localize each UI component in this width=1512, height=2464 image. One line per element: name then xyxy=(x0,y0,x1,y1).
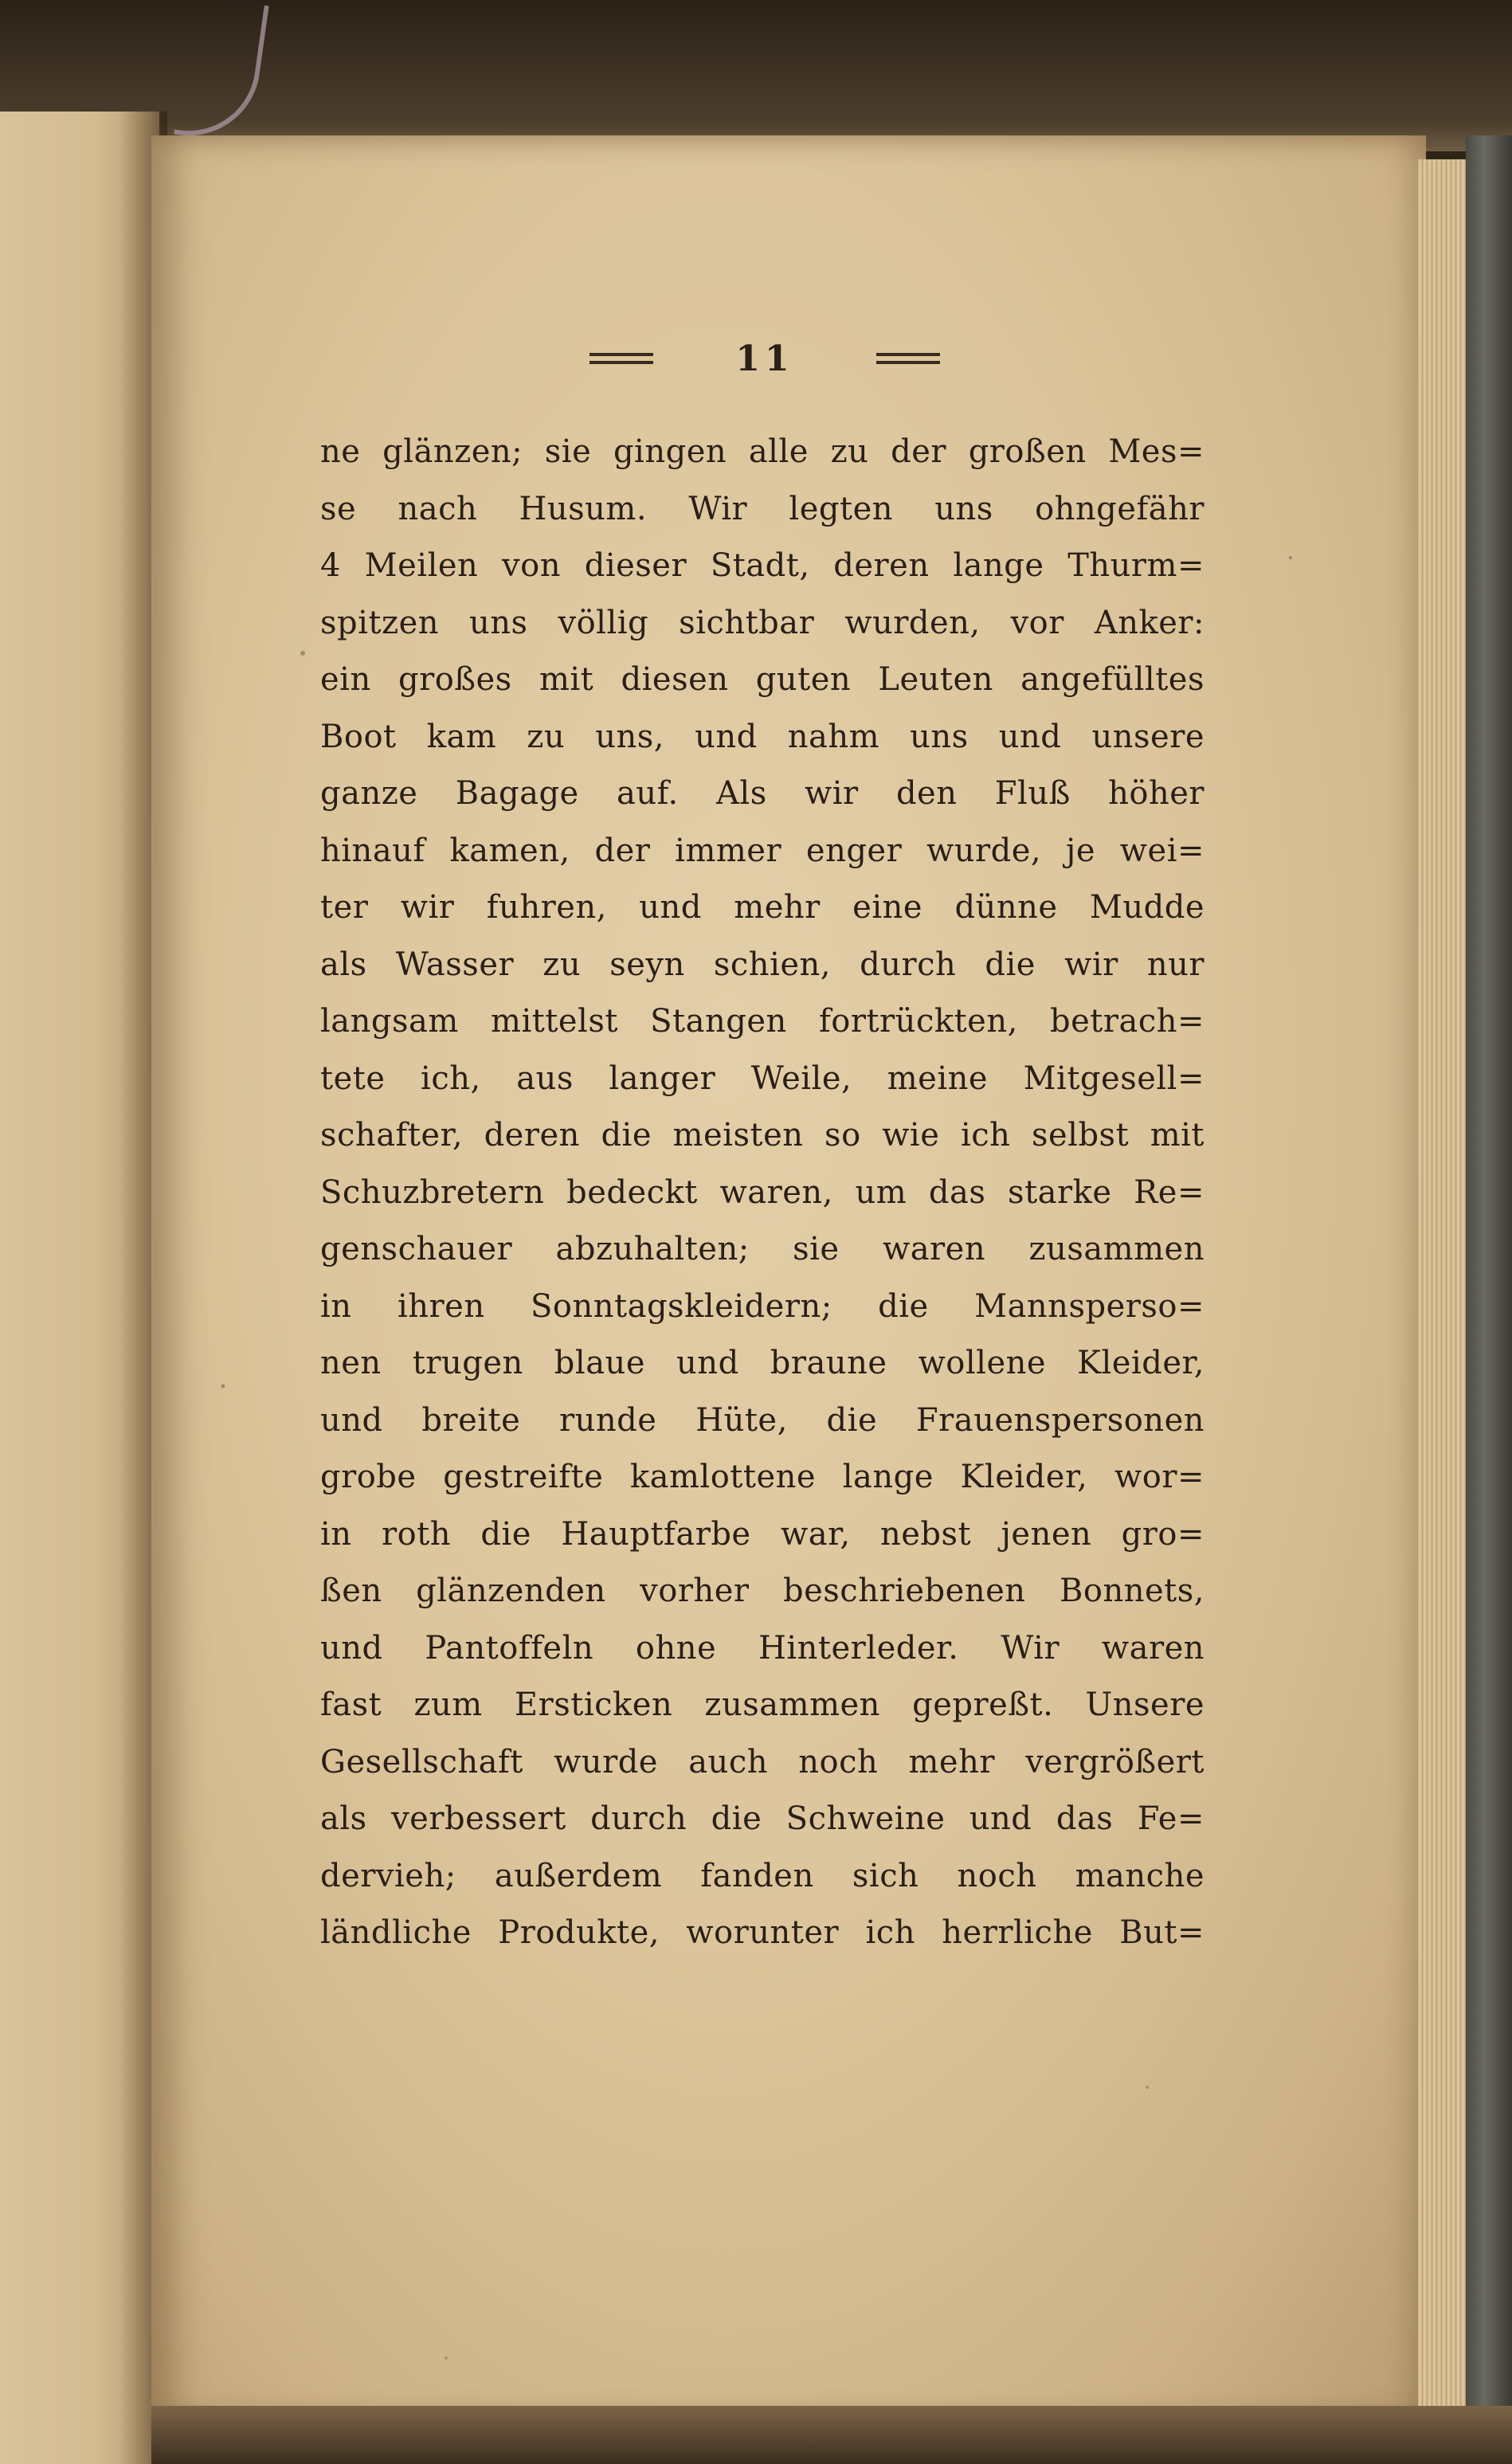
text-line: ne glänzen; sie gingen alle zu der großen Mes= xyxy=(320,433,1205,470)
text-line: spitzen uns völlig sichtbar wurden, vor Anker: xyxy=(320,604,1205,641)
text-line: hinauf kamen, der immer enger wurde, je wei= xyxy=(320,832,1205,869)
text-line: genschauer abzuhalten; sie waren zusammen xyxy=(320,1231,1205,1267)
header-rule-left xyxy=(590,353,653,364)
text-line: als Wasser zu seyn schien, durch die wir nur xyxy=(320,946,1205,983)
background-shadow-bottom xyxy=(151,2406,1512,2464)
text-line: 4 Meilen von dieser Stadt, deren lange Thurm= xyxy=(320,547,1205,584)
text-line: ßen glänzenden vorher beschriebenen Bonnets, xyxy=(320,1573,1205,1609)
text-line: ländliche Produkte, worunter ich herrliche But= xyxy=(320,1914,1205,1951)
text-line: und breite runde Hüte, die Frauenspersonen xyxy=(320,1401,1205,1439)
header-rule-right xyxy=(876,353,940,364)
text-line: nen trugen blaue und braune wollene Kleider, xyxy=(320,1345,1205,1381)
text-line: Schuzbretern bedeckt waren, um das starke Re= xyxy=(320,1173,1205,1211)
text-line: ein großes mit diesen guten Leuten angefülltes xyxy=(320,661,1205,698)
text-line: grobe gestreifte kamlottene lange Kleider, wor= xyxy=(320,1459,1205,1495)
text-line: in ihren Sonntagskleidern; die Mannsperso= xyxy=(320,1287,1205,1325)
text-line: als verbessert durch die Schweine und das Fe= xyxy=(320,1800,1205,1837)
running-header xyxy=(590,331,940,386)
text-line: dervieh; außerdem fanden sich noch manche xyxy=(320,1857,1205,1894)
page-number: 11 xyxy=(735,338,794,379)
text-line: tete ich, aus langer Weile, meine Mitgesell= xyxy=(320,1060,1205,1097)
text-line: und Pantoffeln ohne Hinterleder. Wir waren xyxy=(320,1629,1205,1667)
text-line: ganze Bagage auf. Als wir den Fluß höher xyxy=(320,775,1205,812)
text-line: se nach Husum. Wir legten uns ohngefähr xyxy=(320,490,1205,527)
text-line: Boot kam zu uns, und nahm uns und unsere xyxy=(320,718,1205,755)
body-text xyxy=(320,424,1205,1962)
text-line: schafter, deren die meisten so wie ich selbst mit xyxy=(320,1117,1205,1154)
text-line: Gesellschaft wurde auch noch mehr vergrößert xyxy=(320,1743,1205,1780)
text-line: ter wir fuhren, und mehr eine dünne Mudde xyxy=(320,889,1205,926)
text-line: in roth die Hauptfarbe war, nebst jenen gro= xyxy=(320,1515,1205,1553)
text-line: fast zum Ersticken zusammen gepreßt. Unsere xyxy=(320,1686,1205,1723)
text-line: langsam mittelst Stangen fortrückten, betrach= xyxy=(320,1003,1205,1040)
book-cover-edge xyxy=(1466,135,1512,2464)
